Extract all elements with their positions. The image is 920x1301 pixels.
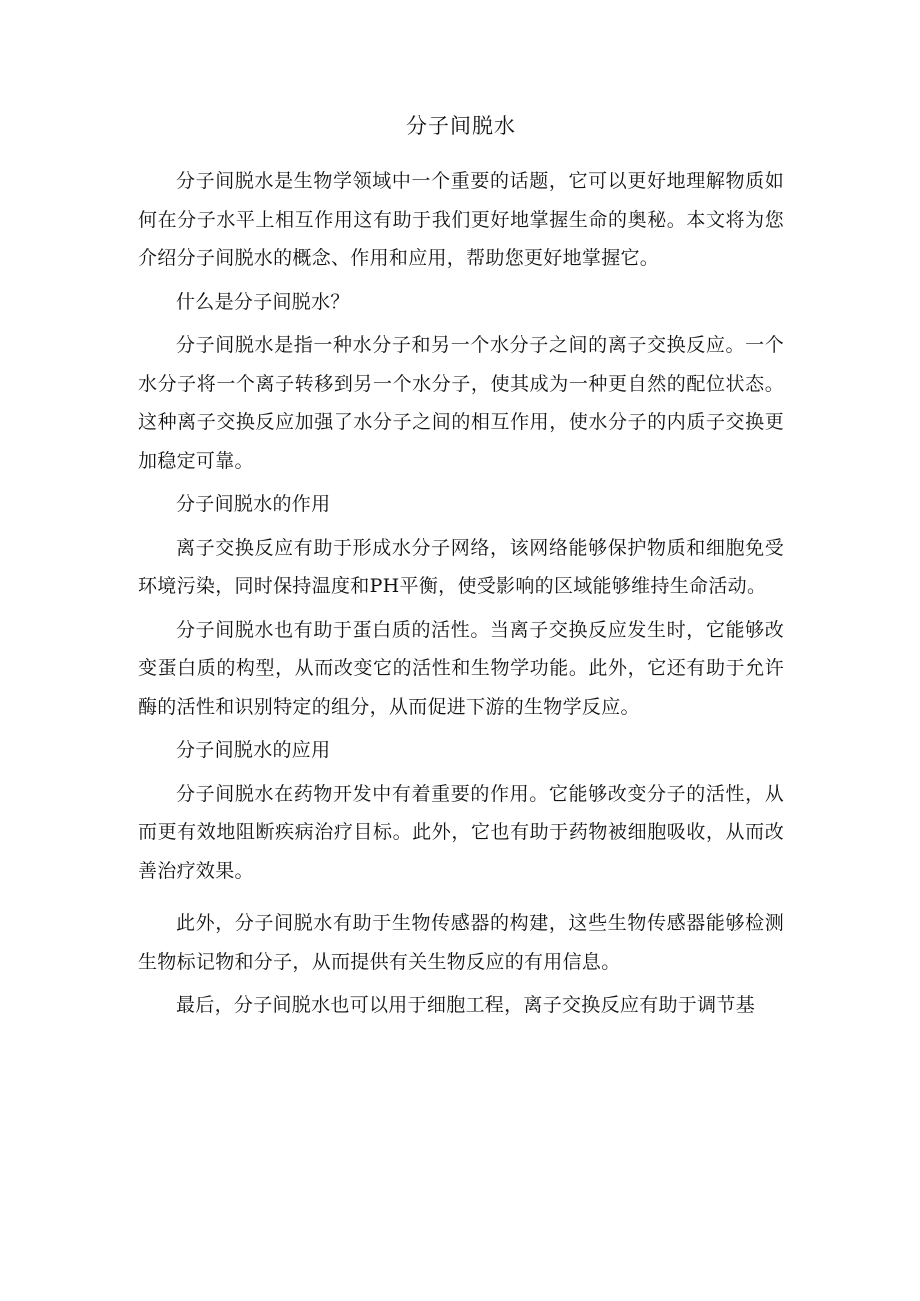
paragraph-role-1: 离子交换反应有助于形成水分子网络，该网络能够保护物质和细胞免受环境污染，同时保持温度和PH平衡，使受影响的区域能够维持生命活动。 bbox=[138, 536, 784, 597]
paragraph-definition: 分子间脱水是指一种水分子和另一个水分子之间的离子交换反应。一个水分子将一个离子转移到另一个水分子，使其成为一种更自然的配位状态。这种离子交换反应加强了水分子之间的相互作用，使水分子的内质子交换更加稳定可靠。 bbox=[138, 334, 784, 472]
paragraph-application-2: 此外，分子间脱水有助于生物传感器的构建，这些生物传感器能够检测生物标记物和分子，从而提供有关生物反应的有用信息。 bbox=[138, 912, 784, 973]
paragraph-application-1: 分子间脱水在药物开发中有着重要的作用。它能够改变分子的活性，从而更有效地阻断疾病治疗目标。此外，它也有助于药物被细胞吸收，从而改善治疗效果。 bbox=[138, 782, 784, 882]
paragraph-role-2: 分子间脱水也有助于蛋白质的活性。当离子交换反应发生时，它能够改变蛋白质的构型，从而改变它的活性和生物学功能。此外，它还有助于允许酶的活性和识别特定的组分，从而促进下游的生物学反应。 bbox=[138, 618, 784, 718]
document-page bbox=[138, 108, 784, 1030]
section-heading-role: 分子间脱水的作用 bbox=[176, 493, 331, 515]
paragraph-intro: 分子间脱水是生物学领域中一个重要的话题，它可以更好地理解物质如何在分子水平上相互作用这有助于我们更好地掌握生命的奥秘。本文将为您介绍分子间脱水的概念、作用和应用，帮助您更好地掌握它。 bbox=[138, 170, 784, 269]
section-heading-application: 分子间脱水的应用 bbox=[176, 739, 331, 761]
paragraph-application-3: 最后，分子间脱水也可以用于细胞工程，离子交换反应有助于调节基 bbox=[176, 994, 756, 1016]
question-what-is: 什么是分子间脱水？ bbox=[176, 290, 350, 313]
document-title: 分子间脱水 bbox=[406, 114, 516, 138]
